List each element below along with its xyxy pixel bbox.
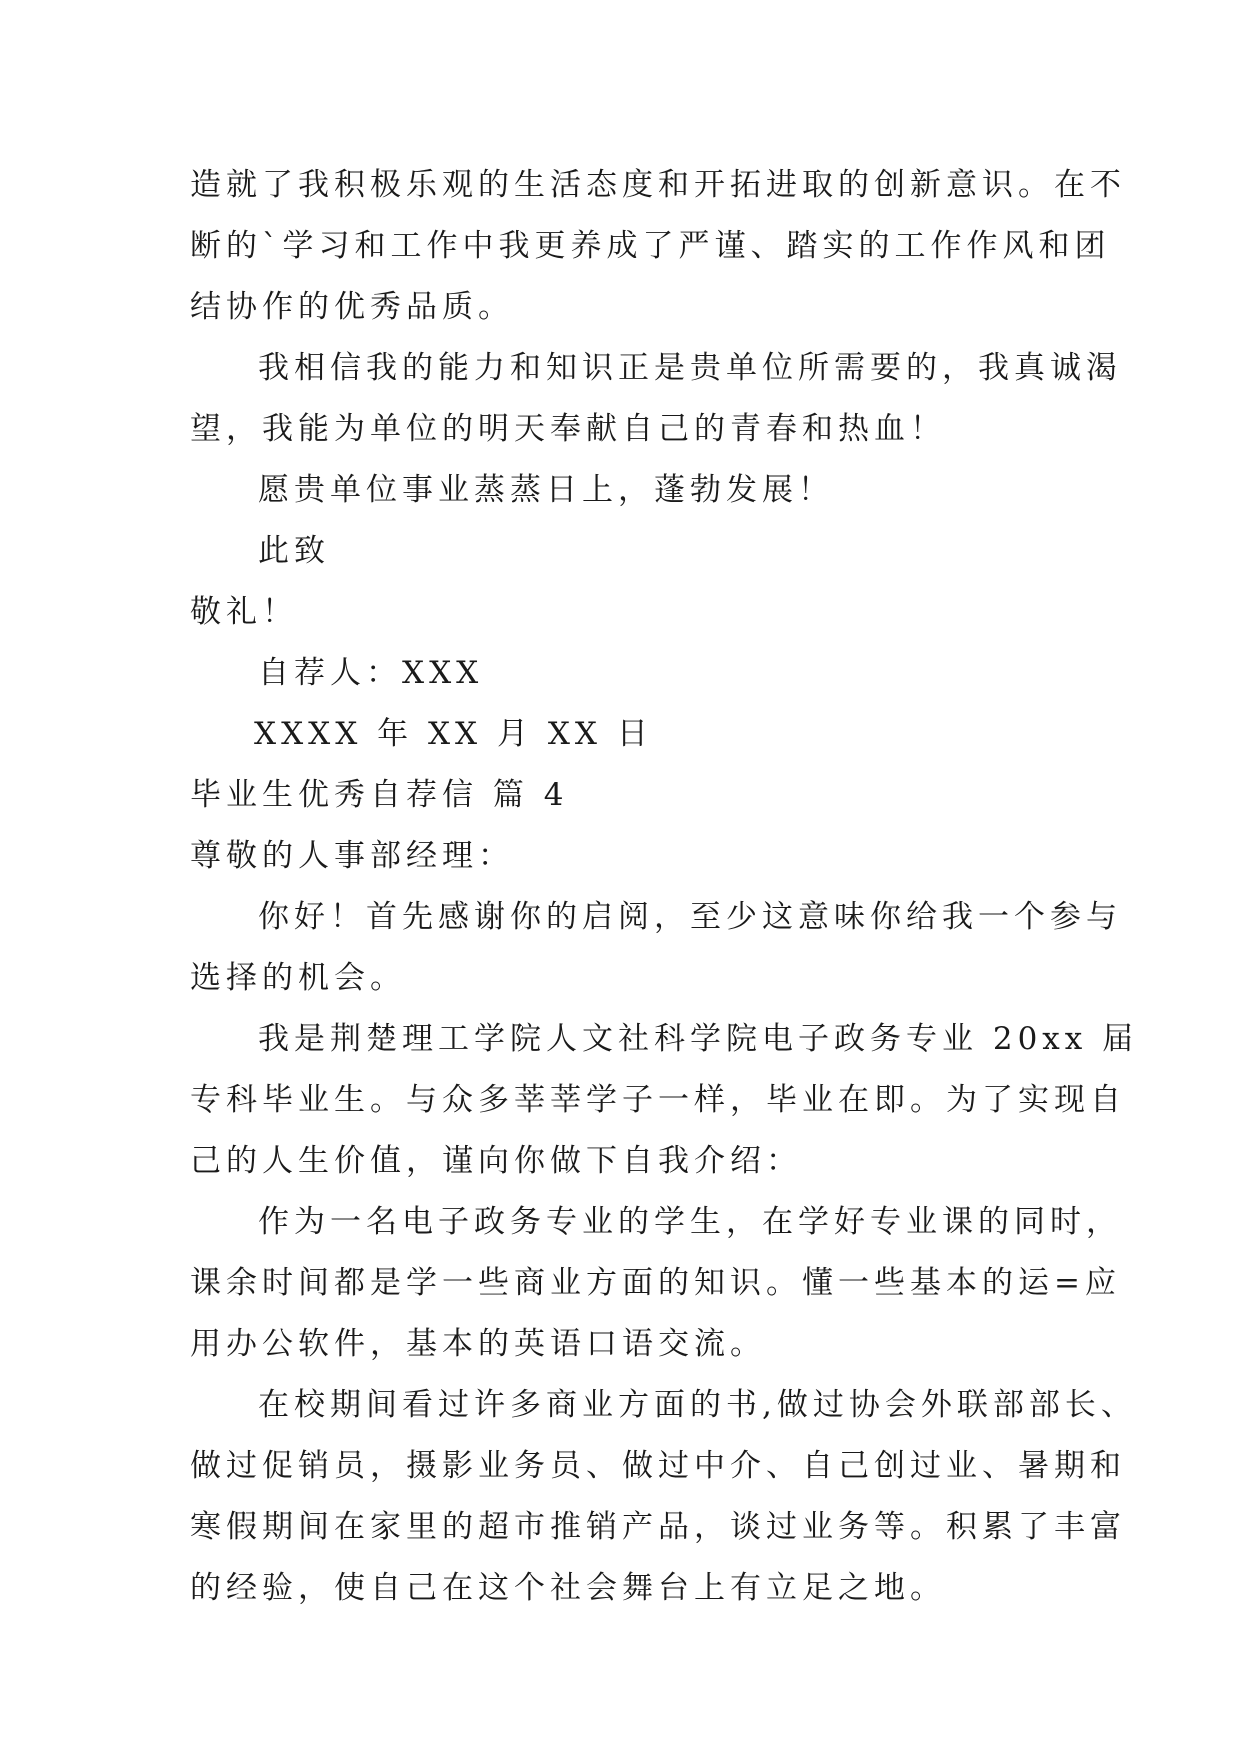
closing-salute: 敬礼！ xyxy=(190,594,298,630)
date-line: XXXX 年 XX 月 XX 日 xyxy=(254,716,653,752)
paragraph-line: 愿贵单位事业蒸蒸日上，蓬勃发展！ xyxy=(258,472,834,508)
paragraph-line: 你好！首先感谢你的启阅，至少这意味你给我一个参与 xyxy=(258,899,1122,935)
paragraph-line: 己的人生价值，谨向你做下自我介绍： xyxy=(190,1143,802,1179)
paragraph-line: 我是荆楚理工学院人文社科学院电子政务专业 20xx 届 xyxy=(258,1021,1139,1057)
paragraph-line: 我相信我的能力和知识正是贵单位所需要的，我真诚渴 xyxy=(258,350,1122,386)
paragraph-line: 课余时间都是学一些商业方面的知识。懂一些基本的运=应 xyxy=(190,1265,1121,1301)
paragraph-line: 寒假期间在家里的超市推销产品，谈过业务等。积累了丰富 xyxy=(190,1509,1126,1545)
paragraph-line: 的经验，使自己在这个社会舞台上有立足之地。 xyxy=(190,1570,946,1606)
paragraph-line: 断的`学习和工作中我更养成了严谨、踏实的工作作风和团 xyxy=(190,228,1111,264)
paragraph-line: 作为一名电子政务专业的学生，在学好专业课的同时， xyxy=(258,1204,1122,1240)
salutation: 尊敬的人事部经理： xyxy=(190,838,514,874)
paragraph-line: 望，我能为单位的明天奉献自己的青春和热血！ xyxy=(190,411,946,447)
paragraph-line: 结协作的优秀品质。 xyxy=(190,289,514,325)
paragraph-line: 造就了我积极乐观的生活态度和开拓进取的创新意识。在不 xyxy=(190,167,1126,203)
paragraph-line: 用办公软件，基本的英语口语交流。 xyxy=(190,1326,766,1362)
paragraph-line: 在校期间看过许多商业方面的书,做过协会外联部部长、 xyxy=(258,1387,1137,1423)
closing-line: 此致 xyxy=(258,533,330,569)
signature-line: 自荐人：XXX xyxy=(258,655,484,691)
paragraph-line: 专科毕业生。与众多莘莘学子一样，毕业在即。为了实现自 xyxy=(190,1082,1126,1118)
paragraph-line: 选择的机会。 xyxy=(190,960,406,996)
section-title: 毕业生优秀自荐信 篇 4 xyxy=(190,777,569,813)
paragraph-line: 做过促销员，摄影业务员、做过中介、自己创过业、暑期和 xyxy=(190,1448,1126,1484)
